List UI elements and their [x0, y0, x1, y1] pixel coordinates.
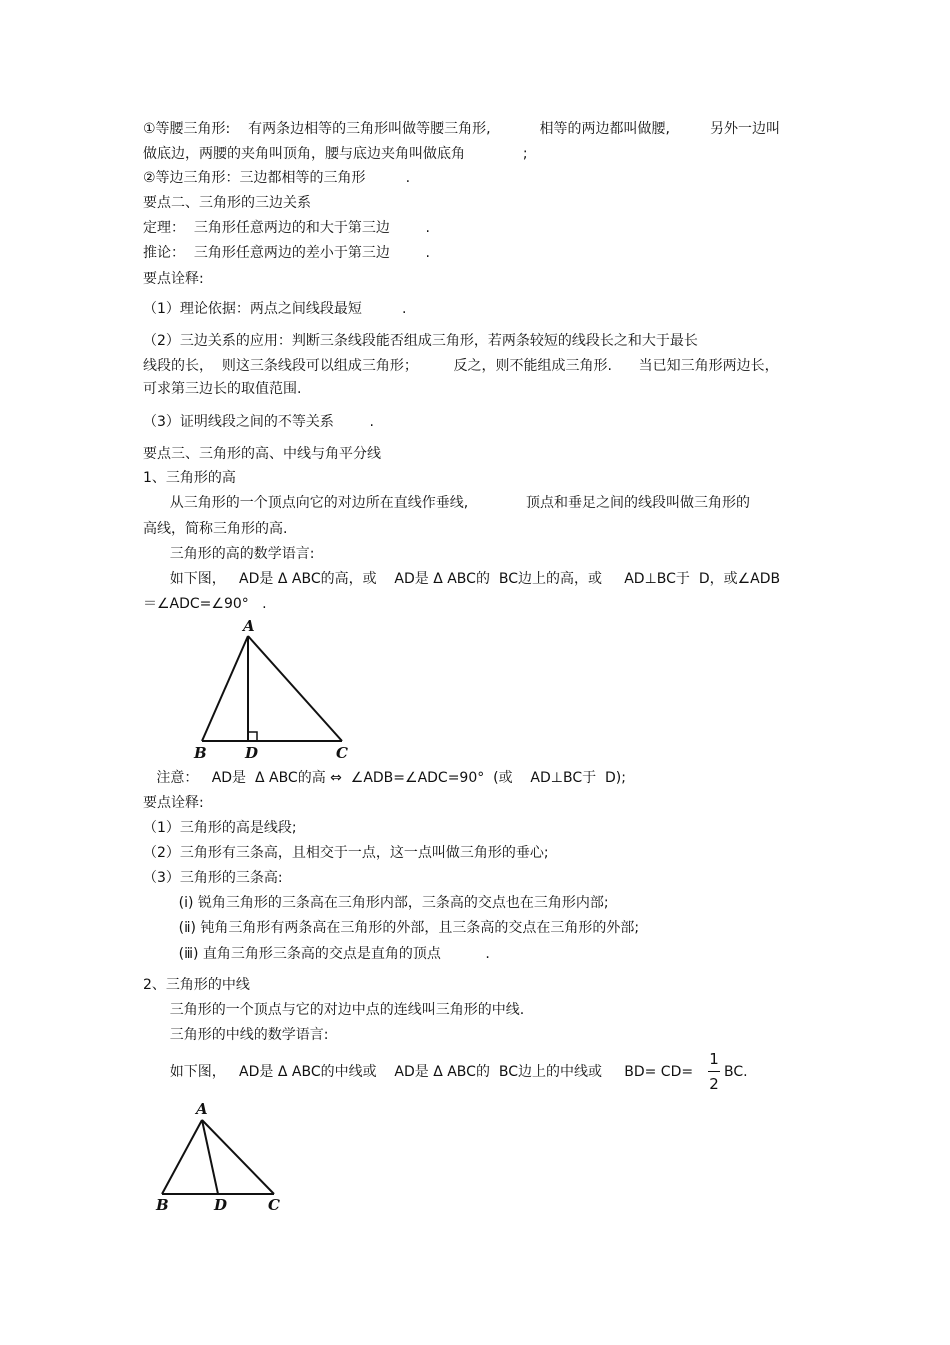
fraction-numerator: 1 — [709, 1050, 719, 1068]
text-line: 注意： AD是 Δ ABC的高 ⇔ ∠ADB=∠ADC=90° (或 AD⊥BC于 D); — [143, 770, 626, 786]
altitude-triangle-figure — [190, 618, 360, 763]
subsection-heading: 2、三角形的中线 — [143, 977, 250, 993]
text-line: （3）证明线段之间的不等关系 . — [143, 414, 374, 430]
median-triangle-figure — [150, 1098, 290, 1218]
text-line: 要点诠释: — [143, 795, 204, 811]
vertex-label-b: B — [194, 744, 207, 762]
text-line: (ⅰ) 锐角三角形的三条高在三角形内部，三条高的交点也在三角形内部; — [143, 895, 609, 911]
vertex-label-b: B — [156, 1196, 169, 1214]
vertex-label-c: C — [336, 744, 348, 762]
text-line: （3）三角形的三条高: — [143, 870, 283, 886]
text-line: 可求第三边长的取值范围. — [143, 381, 302, 397]
subsection-heading: 1、三角形的高 — [143, 470, 236, 486]
text-line: （1）三角形的高是线段; — [143, 820, 297, 836]
section-heading: 要点二、三角形的三边关系 — [143, 195, 311, 211]
text-line: (ⅱ) 钝角三角形有两条高在三角形的外部，且三条高的交点在三角形的外部; — [143, 920, 640, 936]
vertex-label-a: A — [196, 1100, 208, 1118]
vertex-label-d: D — [245, 744, 259, 762]
text-line: 三角形的高的数学语言: — [143, 546, 315, 562]
text-line: （2）三角形有三条高，且相交于一点，这一点叫做三角形的垂心; — [143, 845, 549, 861]
text-line: 如下图， AD是 Δ ABC的中线或 AD是 Δ ABC的 BC边上的中线或 BD= CD= — [143, 1064, 694, 1080]
fraction-bar — [708, 1071, 720, 1072]
text-line: 定理： 三角形任意两边的和大于第三边 . — [143, 220, 430, 236]
vertex-label-c: C — [268, 1196, 280, 1214]
text-line: ②等边三角形：三边都相等的三角形 . — [143, 170, 411, 186]
text-line: 做底边，两腰的夹角叫顶角，腰与底边夹角叫做底角 ; — [143, 146, 528, 162]
vertex-label-a: A — [243, 618, 255, 635]
text-line: ＝∠ADC=∠90° . — [143, 596, 267, 612]
text-line: 如下图， AD是 Δ ABC的高，或 AD是 Δ ABC的 BC边上的高，或 AD⊥BC于 D，或∠ADB — [143, 571, 781, 587]
text-line: 线段的长， 则这三条线段可以组成三角形； 反之，则不能组成三角形. 当已知三角形两边长， — [143, 358, 779, 374]
text-line: 推论： 三角形任意两边的差小于第三边 . — [143, 245, 430, 261]
text-line: 要点诠释: — [143, 271, 204, 287]
text-line: ①等腰三角形: 有两条边相等的三角形叫做等腰三角形, 相等的两边都叫做腰, 另外一边叫 — [143, 121, 780, 137]
text-line: 从三角形的一个顶点向它的对边所在直线作垂线, 顶点和垂足之间的线段叫做三角形的 — [143, 495, 751, 511]
fraction-denominator: 2 — [709, 1075, 719, 1093]
section-heading: 要点三、三角形的高、中线与角平分线 — [143, 446, 381, 462]
text-line: （1）理论依据：两点之间线段最短 . — [143, 301, 407, 317]
text-line: 三角形的一个顶点与它的对边中点的连线叫三角形的中线. — [143, 1002, 525, 1018]
text-line: 三角形的中线的数学语言: — [143, 1027, 329, 1043]
text-line: 高线，简称三角形的高. — [143, 521, 288, 537]
vertex-label-d: D — [214, 1196, 228, 1214]
text-line: BC. — [724, 1064, 748, 1080]
text-line: (ⅲ) 直角三角形三条高的交点是直角的顶点 . — [143, 946, 490, 962]
text-line: （2）三边关系的应用：判断三条线段能否组成三角形，若两条较短的线段长之和大于最长 — [143, 333, 698, 349]
